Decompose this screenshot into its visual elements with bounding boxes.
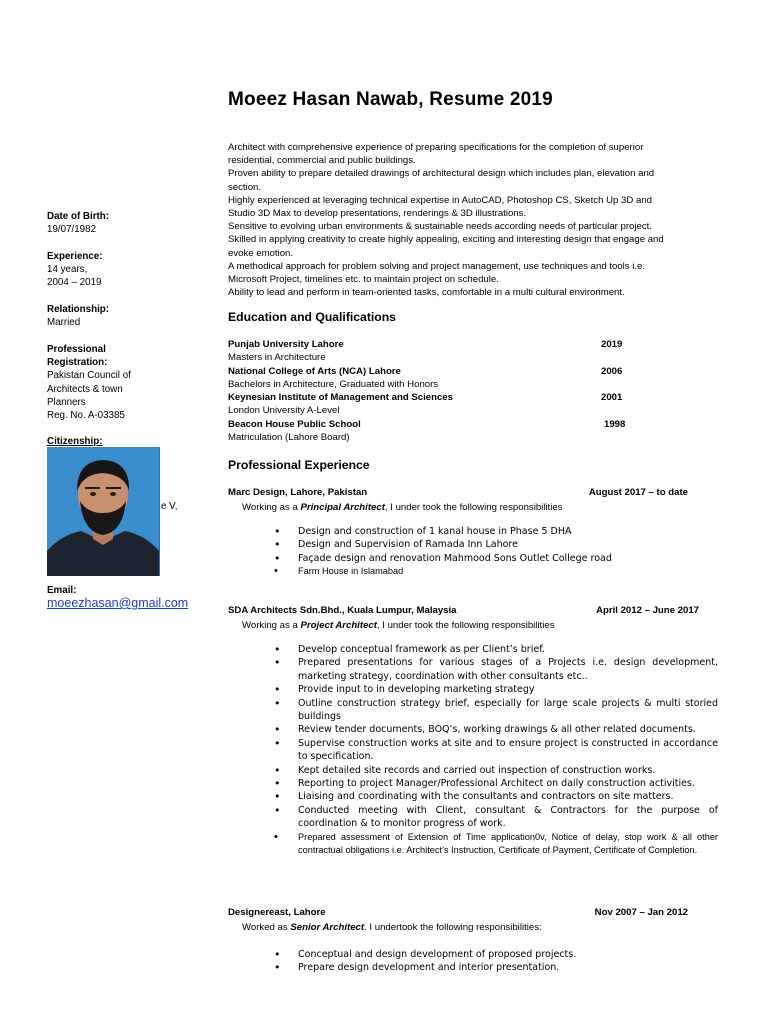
list-item: • Farm House in Islamabad [298, 565, 718, 578]
job-dates: August 2017 – to date [588, 487, 688, 498]
summary-line: Microsoft Project, timelines etc. to maintain project on schedule. [228, 274, 499, 286]
professional-summary [228, 141, 718, 299]
education-heading: Education and Qualifications [228, 310, 396, 324]
list-item: • Develop conceptual framework as per Client’s brief. [298, 643, 718, 656]
list-item: • Prepare design development and interior presentation. [298, 961, 718, 974]
registration-number: Reg. No. A-03385 [47, 410, 125, 422]
dob-value: 19/07/1982 [47, 224, 97, 236]
summary-line: Highly experienced at leveraging technical expertise in AutoCAD, Photoshop CS, Sketch Up 3D and [228, 194, 652, 206]
list-item: • Prepared assessment of Extension of Time application0v, Notice of delay, stop work & all other contractual obligations i.e. Architect’s Instruction, Certificate of Payment, Certificate of Completion. [298, 831, 718, 858]
summary-line: Sensitive to evolving urban environments & sustainable needs according needs of particular project. [228, 221, 652, 233]
degree-name: London University A-Level [228, 405, 340, 417]
job-dates: Nov 2007 – Jan 2012 [594, 907, 688, 918]
degree-name: Masters in Architecture [228, 352, 326, 364]
hidden-text-fragment: e V, [161, 501, 178, 512]
list-item: • Kept detailed site records and carried out inspection of construction works. [298, 764, 718, 777]
list-item: • Outline construction strategy brief, especially for large scale projects & multi storied buildings [298, 697, 718, 724]
summary-line: Skilled in applying creativity to create highly appealing, exciting and interesting design that engage and [228, 234, 664, 246]
job-responsibilities [298, 948, 718, 975]
list-item: • Façade design and renovation Mahmood Sons Outlet College road [298, 552, 718, 565]
job-header [228, 605, 718, 619]
list-item: • Design and construction of 1 kanal house in Phase 5 DHA [298, 525, 718, 538]
role-suffix: , I under took the following responsibilities [384, 502, 563, 513]
summary-line: Studio 3D Max to develop presentations, renderings & 3D illustrations. [228, 208, 527, 220]
list-item: • Supervise construction works at site and to ensure project is constructed in accordance to specification. [298, 737, 718, 764]
job-entry [228, 907, 718, 934]
sidebar-dob [47, 210, 187, 236]
summary-line: Proven ability to prepare detailed drawings of architectural design which includes plan, elevation and [228, 168, 655, 180]
summary-line: A methodical approach for problem solving and project management, use techniques and tools i.e. [228, 260, 646, 272]
summary-line: Ability to lead and perform in team-oriented tasks, comfortable in a multi cultural environment. [228, 287, 625, 299]
education-row [228, 338, 648, 351]
experience-label: Experience: [47, 251, 103, 262]
experience-range: 2004 – 2019 [47, 277, 102, 289]
summary-line: Architect with comprehensive experience of preparing specifications for the completion of superior [228, 142, 644, 153]
job-dates: April 2012 – June 2017 [596, 605, 699, 616]
relationship-label: Relationship: [47, 304, 110, 315]
portrait-image [47, 447, 159, 576]
job-role-line [228, 921, 718, 934]
role-suffix: . I undertook the following responsibilities: [364, 922, 542, 933]
education-row [228, 365, 648, 378]
sidebar-relationship [47, 303, 187, 329]
company-name: SDA Architects Sdn.Bhd., Kuala Lumpur, Malaysia [228, 605, 457, 616]
role-prefix: Worked as [242, 922, 291, 933]
list-item: • Prepared presentations for various stages of a Projects i.e. design development, marketing strategy, coordination with other consultants etc.. [298, 656, 718, 683]
relationship-value: Married [47, 317, 81, 329]
company-name: Marc Design, Lahore, Pakistan [228, 487, 368, 498]
job-responsibilities [298, 643, 718, 858]
list-item: • Reporting to project Manager/Professional Architect on daily construction activities. [298, 777, 718, 790]
registration-label-1: Professional [47, 344, 106, 355]
list-item: • Design and Supervision of Ramada Inn Lahore [298, 538, 718, 551]
role-title: Principal Architect [300, 502, 385, 513]
institution-name: National College of Arts (NCA) Lahore [228, 365, 401, 377]
resume-title: Moeez Hasan Nawab, Resume 2019 [228, 89, 553, 110]
job-entry [228, 487, 718, 514]
company-name: Designereast, Lahore [228, 907, 326, 918]
education-row [228, 418, 648, 431]
education-row [228, 391, 648, 404]
profile-photo [47, 447, 160, 576]
registration-line: Planners [47, 396, 86, 408]
registration-line: Architects & town [47, 383, 123, 395]
summary-line: evoke emotion. [228, 247, 294, 259]
citizenship-label: Citizenship: [47, 436, 103, 447]
dob-label: Date of Birth: [47, 211, 110, 222]
job-role-line [228, 619, 718, 632]
institution-name: Punjab University Lahore [228, 339, 344, 350]
experience-heading: Professional Experience [228, 458, 370, 472]
list-item: • Provide input to in developing marketing strategy [298, 683, 718, 696]
job-entry [228, 605, 718, 632]
email-link[interactable]: moeezhasan@gmail.com [47, 596, 189, 610]
job-header [228, 907, 718, 921]
list-item: • Review tender documents, BOQ’s, working drawings & all other related documents. [298, 723, 718, 736]
experience-years: 14 years, [47, 264, 88, 276]
education-list [228, 338, 648, 444]
job-responsibilities [298, 525, 718, 579]
institution-name: Keynesian Institute of Management and Sciences [228, 392, 453, 404]
education-year: 2019 [601, 339, 623, 350]
role-title: Senior Architect [290, 922, 365, 933]
education-year: 2006 [601, 365, 623, 377]
summary-line: residential, commercial and public buildings. [228, 155, 416, 167]
registration-label-2: Registration: [47, 357, 108, 369]
sidebar-registration [47, 343, 187, 422]
role-prefix: Working as a [242, 620, 301, 631]
degree-name: Bachelors in Architecture, Graduated with Honors [228, 378, 439, 390]
job-role-line [228, 501, 718, 514]
list-item: • Liaising and coordinating with the consultants and contractors on site matters. [298, 790, 718, 803]
role-title: Project Architect [300, 620, 377, 631]
role-suffix: , I under took the following responsibilities [376, 620, 555, 631]
registration-line: Pakistan Council of [47, 370, 131, 382]
institution-name: Beacon House Public School [228, 418, 361, 430]
sidebar-experience [47, 250, 187, 290]
degree-name: Matriculation (Lahore Board) [228, 432, 350, 444]
summary-line: section. [228, 181, 262, 193]
list-item: • Conducted meeting with Client, consultant & Contractors for the purpose of coordination & to monitor progress of work. [298, 804, 718, 831]
education-year: 2001 [601, 392, 623, 404]
job-header [228, 487, 718, 501]
email-label: Email: [47, 585, 77, 596]
list-item: • Conceptual and design development of proposed projects. [298, 948, 718, 961]
education-year: 1998 [604, 418, 626, 430]
role-prefix: Working as a [242, 502, 301, 513]
